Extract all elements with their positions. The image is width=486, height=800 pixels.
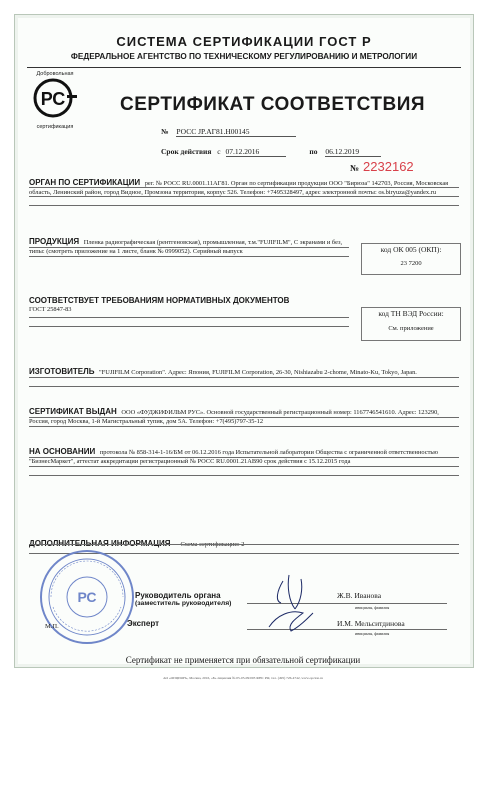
stamp-mp: М.П. (45, 623, 59, 630)
underline (29, 256, 349, 257)
validity-label: Срок действия (161, 147, 212, 156)
svg-text:РС: РС (40, 89, 66, 109)
from-date: 07.12.2016 (226, 147, 286, 157)
head-label: Руководитель органа (135, 591, 221, 600)
underline (29, 544, 459, 545)
head-signature-label (135, 591, 231, 607)
head-sublabel: (заместитель руководителя) (135, 600, 232, 607)
certificate-title: СЕРТИФИКАТ СООТВЕТСТВИЯ (120, 94, 426, 115)
underline (29, 417, 459, 418)
blank-no-label: № (350, 163, 360, 173)
head-name-caption: инициалы, фамилия (355, 605, 390, 610)
expert-name-caption: инициалы, фамилия (355, 631, 390, 636)
from-label: с (217, 147, 221, 156)
underline (29, 386, 459, 387)
expert-name: И.М. Мельситдинова (337, 619, 405, 628)
conformity-section (29, 296, 289, 314)
header-divider (27, 67, 461, 68)
underline (29, 326, 349, 327)
agency-name: ФЕДЕРАЛЬНОЕ АГЕНТСТВО ПО ТЕХНИЧЕСКОМУ РЕГУЛИРОВАНИЮ И МЕТРОЛОГИИ (70, 52, 418, 61)
printer-imprint: АО «ОПЦИОН», Москва, 2016, «Б» лицензия № 05-05-09/003 ФНС РФ, тел. (495) 726-4742, www.opcion.ru (163, 676, 323, 680)
underline (29, 475, 459, 476)
underline (29, 457, 459, 458)
footer-note: Сертификат не применяется при обязательной сертификации (125, 655, 361, 665)
underline (29, 466, 459, 467)
reg-number-row (161, 127, 296, 137)
validity-row (161, 147, 461, 157)
reg-number: РОСС JP.АГ81.Н00145 (176, 127, 296, 137)
conformity-text: ГОСТ 25847-83 (29, 306, 72, 313)
logo-bottom-text: сертификация (36, 124, 74, 130)
to-date: 06.12.2019 (325, 147, 381, 157)
underline (29, 187, 459, 188)
tnved-label: код ТН ВЭД России: (378, 309, 444, 318)
certificate-sheet (14, 14, 474, 668)
underline (29, 317, 349, 318)
issued-text: ООО «ФУДЖИФИЛЬМ РУС». Основной государственный регистрационный номер: 1167746541610. Адрес: 123290, Россия, город Москва, 1-й Магистральный тупик, дом 5А. Телефон: +7(495)797-35-12 (29, 409, 439, 425)
blank-number: 2232162 (363, 159, 414, 174)
rst-logo (31, 71, 79, 133)
issued-title: СЕРТИФИКАТ ВЫДАН (29, 407, 117, 416)
product-text: Пленка радиографическая (рентгеновская), промышленная, т.м."FUJIFILM", С экранами и без, типы: (смотреть приложение на 1 листе, бланк № 0999052). Серийный выпуск (29, 239, 343, 255)
underline (29, 377, 459, 378)
conformity-title: СООТВЕТСТВУЕТ ТРЕБОВАНИЯМ НОРМАТИВНЫХ ДОКУМЕНТОВ (29, 296, 290, 305)
tnved-box (361, 307, 461, 341)
underline (29, 247, 349, 248)
reg-no-label: № (161, 127, 169, 136)
organ-text: рег. № РОСС RU.0001.11АГ81. Орган по сертификации продукции ООО "Бирюза" 142703, Россия, Московская область, Ленинский район, город Видное, Промзона территория, корпус 526. Телефон: +7495328497, адрес электронной почты: os.biryuza@yandex.ru (29, 180, 449, 196)
head-name: Ж.В. Иванова (337, 591, 382, 600)
okp-box (361, 243, 461, 275)
basis-title: НА ОСНОВАНИИ (29, 447, 96, 456)
product-title: ПРОДУКЦИЯ (29, 237, 80, 246)
blank-number-row (350, 158, 414, 176)
expert-label: Эксперт (127, 619, 160, 628)
svg-text:РС: РС (77, 589, 97, 605)
okp-label: код ОК 005 (ОКП): (380, 245, 442, 254)
tnved-value: См. приложение (388, 325, 434, 332)
manufacturer-section (29, 367, 459, 377)
underline (29, 196, 459, 197)
organ-title: ОРГАН ПО СЕРТИФИКАЦИИ (29, 178, 141, 187)
basis-text: протокола № 858-314-1-16/БМ от 06.12.2016 года Испытательной лаборатории Общества с ограниченной ответственностью "БизнесМаркет", аттестат аккредитации регистрационный № РОСС RU.0001.21АВ90 срок действия с 15.12.2015 года (29, 449, 439, 465)
underline (29, 426, 459, 427)
additional-text: Схема сертификации: 2 (180, 541, 245, 548)
okp-value: 23 7200 (400, 260, 422, 267)
logo-top-text: Добровольная (36, 71, 74, 77)
to-label: по (309, 147, 318, 156)
additional-title: ДОПОЛНИТЕЛЬНАЯ ИНФОРМАЦИЯ (29, 539, 171, 548)
manufacturer-title: ИЗГОТОВИТЕЛЬ (29, 367, 95, 376)
rst-logo-icon (31, 77, 79, 119)
underline (29, 205, 459, 206)
seal-stamp (37, 547, 137, 647)
manufacturer-text: "FUJIFILM Corporation". Адрес: Япония, FUJIFILM Corporation, 26-30, Nishiazabu 2-chome, Minato-Ku, Tokyo, Japan. (99, 369, 417, 376)
handwritten-signature-head (251, 561, 331, 641)
system-title: СИСТЕМА СЕРТИФИКАЦИИ ГОСТ Р (116, 34, 372, 49)
